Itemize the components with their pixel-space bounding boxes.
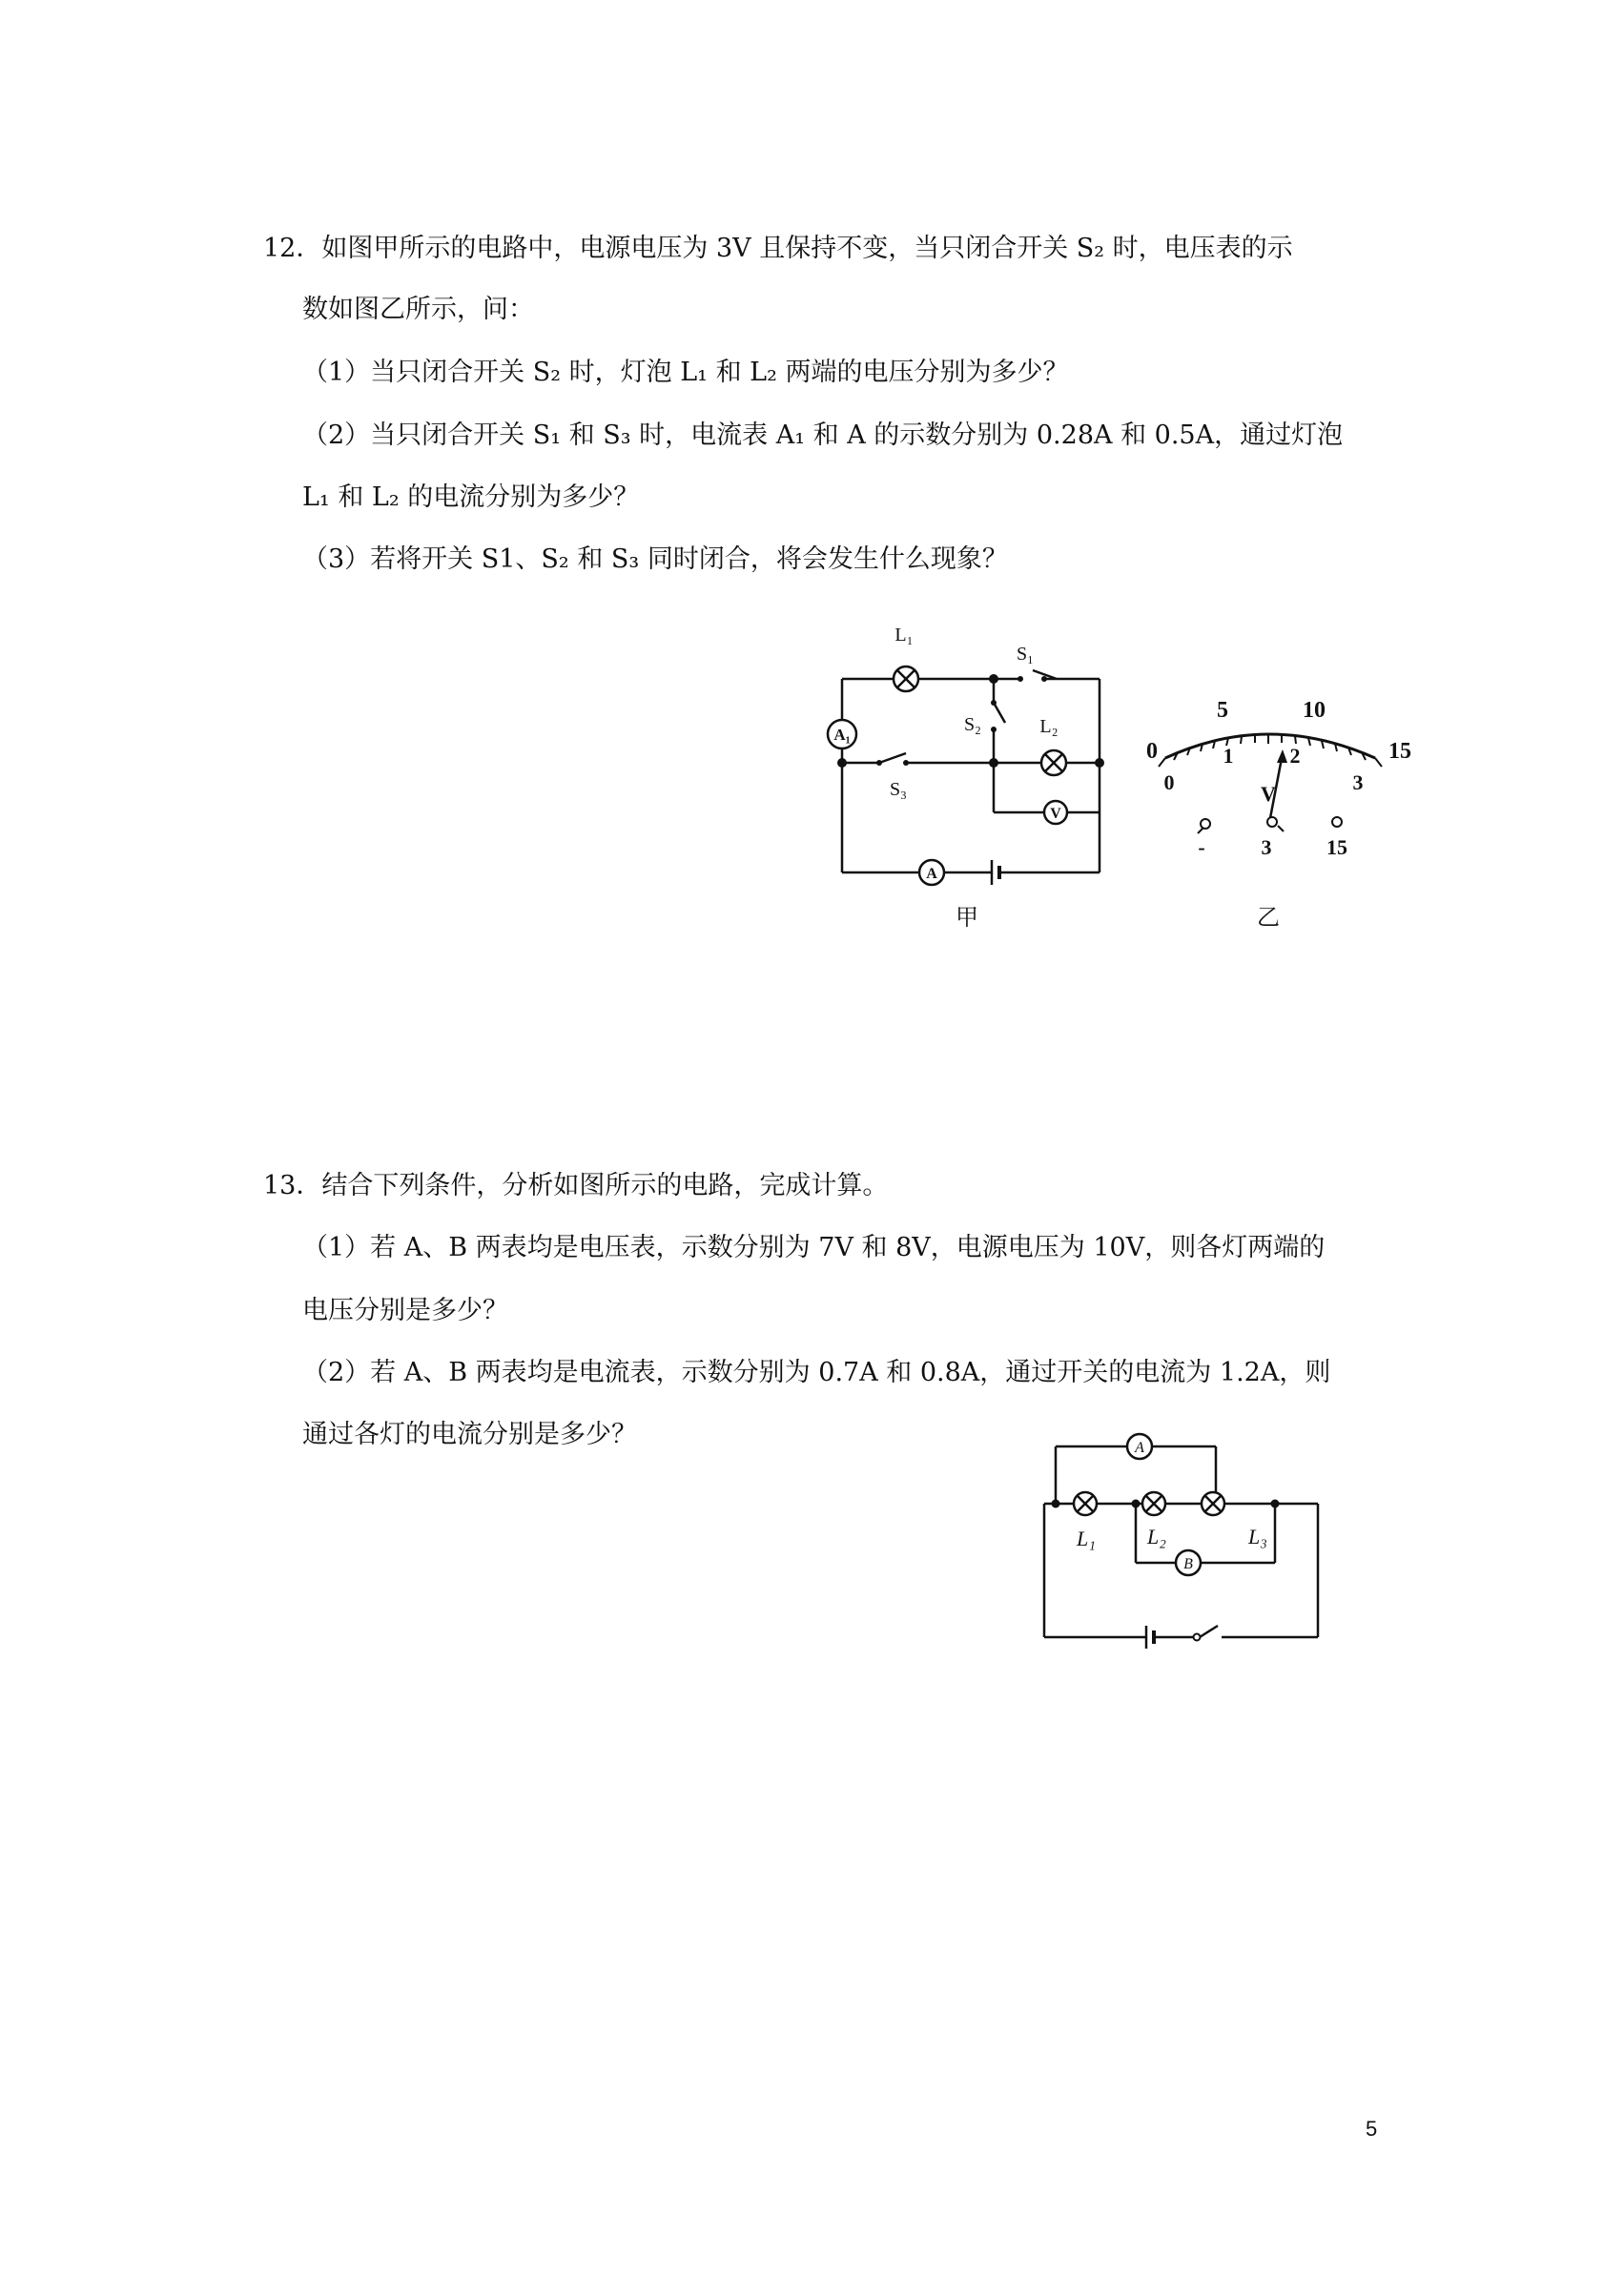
q12-line2: 数如图乙所示，问： (302, 295, 534, 324)
ammeter-a-label: A (926, 866, 937, 882)
lamp-l3-label: L₃ (1248, 1525, 1267, 1548)
circuit-diagram-q13 (1035, 1425, 1330, 1664)
q12-part2-line2: L₁ 和 L₂ 的电流分别为多少？ (302, 482, 640, 512)
voltmeter-dial-yi (1135, 667, 1430, 934)
switch-s2-label: S₂ (963, 714, 982, 735)
terminal-3-label: 3 (1261, 835, 1272, 859)
circuit-diagram-jia (811, 610, 1125, 934)
lamp-l2-label: L₂ (1039, 716, 1059, 737)
q12-part1: （1）当只闭合开关 S₂ 时，灯泡 L₁ 和 L₂ 两端的电压分别为多少？ (302, 358, 1069, 387)
lower-scale-2: 2 (1289, 744, 1301, 768)
upper-scale-10: 10 (1303, 698, 1326, 723)
q13-part1-line1: （1）若 A、B 两表均是电压表，示数分别为 7V 和 8V，电源电压为 10V，则各灯两端的 (302, 1233, 1326, 1262)
upper-scale-0: 0 (1146, 739, 1158, 764)
meter-a-label: A (1135, 1440, 1144, 1456)
meter-b-label: B (1183, 1556, 1193, 1572)
lamp-l3-icon (1202, 1492, 1224, 1515)
lower-scale-0: 0 (1163, 770, 1175, 794)
q13-part2-line2: 通过各灯的电流分别是多少？ (302, 1420, 637, 1449)
lower-scale-1: 1 (1223, 744, 1234, 768)
lamp-l1-label: L₁ (1077, 1527, 1096, 1550)
lamp-l1-label: L₁ (894, 625, 914, 646)
switch-s3-label: S₃ (889, 779, 908, 800)
q12-line1: 12．如图甲所示的电路中，电源电压为 3V 且保持不变，当只闭合开关 S₂ 时，电压表的示 (263, 234, 1293, 263)
figure-yi-caption: 乙 (1257, 906, 1280, 931)
q13-part1-line2: 电压分别是多少？ (302, 1296, 508, 1325)
dial-unit-label: V (1261, 782, 1276, 806)
figure-jia-caption: 甲 (956, 906, 978, 931)
page-number: 5 (1366, 2117, 1378, 2141)
lamp-l2-icon (1041, 750, 1066, 775)
lower-scale-3: 3 (1352, 770, 1364, 794)
q12-part3: （3）若将开关 S1、S₂ 和 S₃ 同时闭合，将会发生什么现象？ (302, 544, 1008, 574)
terminal-15-label: 15 (1326, 835, 1347, 859)
terminal-minus-label: - (1198, 835, 1205, 859)
lamp-l1-icon (1074, 1492, 1097, 1515)
ammeter-a1-label: A₁ (833, 726, 851, 744)
upper-scale-5: 5 (1217, 698, 1228, 723)
q13-part2-line1: （2）若 A、B 两表均是电流表，示数分别为 0.7A 和 0.8A，通过开关的电流为 1.2A，则 (302, 1358, 1331, 1387)
upper-scale-15: 15 (1388, 739, 1411, 764)
switch-s1-label: S₁ (1016, 644, 1035, 665)
q13-line1: 13．结合下列条件，分析如图所示的电路，完成计算。 (263, 1171, 889, 1200)
voltmeter-label: V (1050, 806, 1061, 822)
q12-part2-line1: （2）当只闭合开关 S₁ 和 S₃ 时，电流表 A₁ 和 A 的示数分别为 0.28A 和 0.5A，通过灯泡 (302, 420, 1344, 450)
lamp-l2-label: L₂ (1147, 1525, 1166, 1548)
lamp-l2-icon (1142, 1492, 1165, 1515)
lamp-l1-icon (894, 666, 918, 691)
